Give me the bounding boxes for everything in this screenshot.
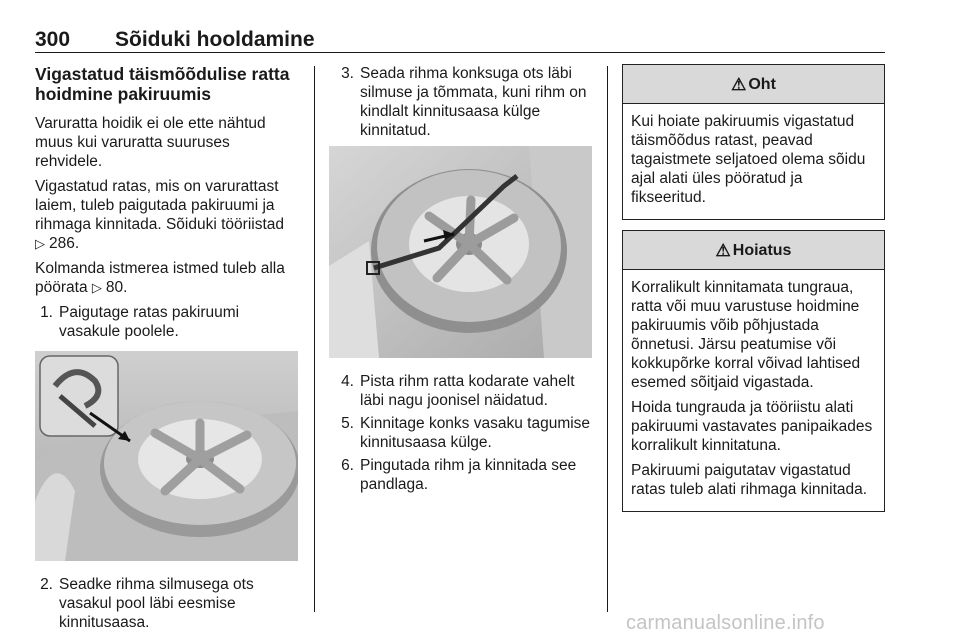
step-text: Pingutada rihm ja kinnitada see pandlaga. [360,457,577,493]
step-text: Paigutage ratas pakiruumi vasakule poolele. [59,304,240,340]
warning-callout-body [623,270,884,511]
page-number: 300 [35,28,71,51]
ref-arrow-icon: ▷ [91,280,102,295]
step-text: Pista rihm ratta kodarate vahelt läbi nagu joonisel näidatud. [360,373,575,409]
wheel-illustration-2 [329,146,592,358]
warning-text-2: Hoida tungrauda ja tööriistu alati pakiruumi vastavates panipaikades korralikult kinnitatuna. [631,399,873,454]
warning-triangle-icon: ⚠ [731,74,747,94]
watermark: carmanualsonline.info [626,612,825,634]
danger-callout [622,64,885,220]
step-number: 3. [341,65,354,82]
warning-text-1: Korralikult kinnitamata tungraua, ratta või muu varustuse hoidmine pakiruumis võib põhjustada õnnetusi. Järsu peatumise või kokkupõrke korral võivad lahtised esemed sõitjaid vigastada. [631,279,861,391]
warning-text-3: Pakiruumi paigutatav vigastatud ratas tuleb alati rihmaga kinnitada. [631,462,868,498]
step-number: 2. [40,576,53,593]
warning-title: Hoiatus [732,241,792,259]
section-heading: Vigastatud täismõõdulise ratta hoidmine pakiruumis [35,64,290,104]
figure-wheel-placement [35,351,300,561]
paragraph-2-text: Vigastatud ratas, mis on varurattast laiem, tuleb paigutada pakiruumi ja rihmaga kinnitada. Sõiduki tööriistad [35,178,284,233]
column-3 [622,64,885,522]
column-divider-2 [607,66,608,612]
page-ref-link[interactable]: 286. [49,235,80,252]
step-1 [35,303,300,341]
step-2 [35,575,300,632]
step-text: Seada rihma konksuga ots läbi silmuse ja tõmmata, kuni rihm on kindlalt kinnitusaasa külge kinnitatud. [360,65,587,139]
danger-text: Kui hoiate pakiruumis vigastatud täismõõdus ratast, peavad tagaistmete seljatoed olema sõidu ajal alati üles pööratud ja fikseeritud. [631,113,866,206]
ref-arrow-icon: ▷ [35,236,45,251]
paragraph-3-text: Kolmanda istmerea istmed tuleb alla pöörata [35,260,285,296]
step-6 [329,456,597,494]
warning-triangle-icon: ⚠ [715,240,731,260]
step-text: Kinnitage konks vasaku tagumise kinnitusaasa külge. [360,415,591,451]
step-text: Seadke rihma silmusega ots vasakul pool läbi eesmise kinnitusaasa. [59,576,254,631]
column-1 [35,64,300,636]
figure-strap-fastening [329,146,597,358]
header-rule [35,52,885,53]
column-2 [329,64,597,498]
paragraph-3 [35,259,300,297]
danger-callout-body [623,104,884,219]
step-number: 4. [341,373,354,390]
step-4 [329,372,597,410]
paragraph-1: Varuratta hoidik ei ole ette nähtud muus kui varuratta suuruses rehvidele. [35,115,266,170]
page-ref-link[interactable]: 80. [105,279,128,296]
page-title: Sõiduki hooldamine [115,28,315,51]
danger-title: Oht [748,75,776,93]
wheel-illustration-1 [35,351,298,561]
step-3 [329,64,597,140]
column-divider-1 [314,66,315,612]
warning-callout [622,230,885,512]
danger-callout-header [623,65,884,104]
page-header [35,28,885,52]
step-number: 6. [341,457,354,474]
step-number: 1. [40,304,53,321]
paragraph-2 [35,177,300,253]
step-5 [329,414,597,452]
warning-callout-header [623,231,884,270]
step-number: 5. [341,415,354,432]
